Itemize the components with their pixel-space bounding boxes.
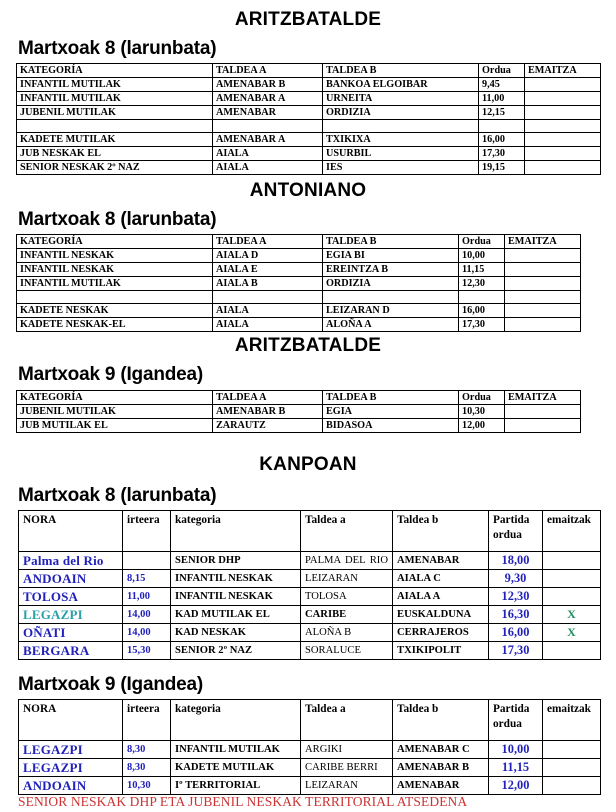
table-row (19, 551, 601, 569)
col-header-ordua: Ordua (479, 64, 525, 78)
cell-kategoria: INFANTIL NESKAK (171, 587, 301, 605)
col-header-partida-ordua: Partida ordua (489, 510, 543, 551)
table-row (17, 249, 581, 263)
cell-kategoria: INFANTIL MUTILAK (17, 92, 213, 106)
col-header-kategoria: KATEGORÍA (17, 390, 213, 404)
venue-title-kanpoan: KANPOAN (259, 453, 357, 475)
cell-ordua (459, 291, 505, 304)
cell-kategoria: INFANTIL MUTILAK (171, 741, 301, 759)
table-header-row (17, 64, 601, 78)
cell-emaitzak: X (543, 623, 601, 641)
table-row (19, 741, 601, 759)
table-row (19, 623, 601, 641)
cell-irteera: 8,30 (123, 759, 171, 777)
cell-emaitza (525, 147, 601, 161)
cell-kategoria (17, 120, 213, 133)
cell-partida-ordua: 16,30 (489, 605, 543, 623)
cell-ordua: 12,00 (459, 418, 505, 432)
away-table-mar8 (18, 510, 601, 660)
cell-kategoria: KADETE NESKAK-EL (17, 318, 213, 332)
cell-emaitza (505, 318, 581, 332)
venue-title: ANTONIANO (249, 180, 367, 202)
cell-irteera: 10,30 (123, 777, 171, 795)
cell-nora: LEGAZPI (19, 605, 123, 623)
cell-taldea-a: AIALA (213, 147, 323, 161)
cell-taldea-a: ARGIKI (301, 741, 393, 759)
cell-taldea-b: BANKOA ELGOIBAR (323, 78, 479, 92)
cell-emaitza (505, 291, 581, 304)
cell-kategoria: JUB MUTILAK EL (17, 418, 213, 432)
day-title: Martxoak 8 (larunbata) (18, 209, 217, 231)
cell-emaitzak: X (543, 605, 601, 623)
cell-nora: ANDOAIN (19, 569, 123, 587)
table-row (17, 304, 581, 318)
cell-nora: Palma del Rio (19, 551, 123, 569)
cell-taldea-b: BIDASOA (323, 418, 459, 432)
venue-title: ARITZBATALDE (234, 335, 382, 357)
day-title: Martxoak 8 (larunbata) (18, 484, 217, 506)
cell-emaitza (525, 161, 601, 175)
cell-taldea-b: USURBIL (323, 147, 479, 161)
col-header-ordua: Ordua (459, 390, 505, 404)
col-header-ordua: Ordua (459, 235, 505, 249)
table-header-row (17, 390, 581, 404)
cell-taldea-b: AIALA A (393, 587, 489, 605)
cell-emaitza (525, 106, 601, 120)
cell-partida-ordua: 10,00 (489, 741, 543, 759)
away-table-mar9 (18, 699, 601, 795)
table-row (19, 759, 601, 777)
col-header-partida-ordua: Partida ordua (489, 700, 543, 741)
cell-ordua: 12,30 (459, 277, 505, 291)
cell-kategoria: SENIOR DHP (171, 551, 301, 569)
cell-ordua: 17,30 (459, 318, 505, 332)
cell-kategoria: SENIOR NESKAK 2º NAZ (17, 161, 213, 175)
cell-taldea-a (213, 120, 323, 133)
table-row (17, 147, 601, 161)
cell-partida-ordua: 17,30 (489, 641, 543, 659)
table-row (17, 78, 601, 92)
cell-ordua (479, 120, 525, 133)
col-header-taldea-b: Taldea b (393, 510, 489, 551)
col-header-kategoria: KATEGORÍA (17, 235, 213, 249)
cell-taldea-b: TXIKIPOLIT (393, 641, 489, 659)
table-row (17, 133, 601, 147)
cell-taldea-a: LEIZARAN (301, 777, 393, 795)
table-row-spacer (17, 120, 601, 133)
col-header-irteera: irteera (123, 700, 171, 741)
cell-irteera: 14,00 (123, 605, 171, 623)
col-header-nora: NORA (19, 510, 123, 551)
day-title: Martxoak 9 (Igandea) (18, 364, 203, 386)
cell-partida-ordua: 12,30 (489, 587, 543, 605)
cell-taldea-a: TOLOSA (301, 587, 393, 605)
cell-kategoria: Iº TERRITORIAL (171, 777, 301, 795)
cell-emaitza (525, 133, 601, 147)
cell-kategoria: KAD MUTILAK EL (171, 605, 301, 623)
cell-emaitza (505, 418, 581, 432)
cell-taldea-b: LEIZARAN D (323, 304, 459, 318)
venue-title: ARITZBATALDE (234, 9, 382, 30)
cell-taldea-b (323, 120, 479, 133)
cell-ordua: 9,45 (479, 78, 525, 92)
cell-irteera: 8,30 (123, 741, 171, 759)
col-header-emaitzak: emaitzak (543, 510, 601, 551)
cell-nora: LEGAZPI (19, 741, 123, 759)
cell-ordua: 11,00 (479, 92, 525, 106)
cell-partida-ordua: 16,00 (489, 623, 543, 641)
table-row (17, 106, 601, 120)
cell-taldea-b: ORDIZIA (323, 106, 479, 120)
cell-taldea-a: LEIZARAN (301, 569, 393, 587)
cell-kategoria: INFANTIL NESKAK (171, 569, 301, 587)
cell-ordua: 10,30 (459, 404, 505, 418)
cell-irteera (123, 551, 171, 569)
col-header-taldea-b: TALDEA B (323, 235, 459, 249)
cell-partida-ordua: 11,15 (489, 759, 543, 777)
cell-nora: BERGARA (19, 641, 123, 659)
cell-irteera: 11,00 (123, 587, 171, 605)
cell-taldea-a: AIALA (213, 161, 323, 175)
cell-emaitza (505, 263, 581, 277)
col-header-taldea-b: TALDEA B (323, 64, 479, 78)
cell-taldea-b: EUSKALDUNA (393, 605, 489, 623)
col-header-taldea-b: Taldea b (393, 700, 489, 741)
cell-emaitza (525, 78, 601, 92)
cell-taldea-a: ZARAUTZ (213, 418, 323, 432)
cell-taldea-b: ORDIZIA (323, 277, 459, 291)
col-header-irteera: irteera (123, 510, 171, 551)
cell-partida-ordua: 18,00 (489, 551, 543, 569)
cell-nora: TOLOSA (19, 587, 123, 605)
cell-kategoria: INFANTIL NESKAK (17, 249, 213, 263)
cell-kategoria: JUBENIL MUTILAK (17, 106, 213, 120)
cell-emaitzak (543, 741, 601, 759)
cell-emaitzak (543, 759, 601, 777)
cell-taldea-a: CARIBE BERRI (301, 759, 393, 777)
col-header-nora: NORA (19, 700, 123, 741)
cell-taldea-b: URNEITA (323, 92, 479, 106)
col-header-taldea-a: TALDEA A (213, 64, 323, 78)
table-row (19, 641, 601, 659)
cell-emaitza (505, 249, 581, 263)
col-header-taldea-a: Taldea a (301, 700, 393, 741)
cell-taldea-b: AMENABAR (393, 551, 489, 569)
cell-irteera: 8,15 (123, 569, 171, 587)
cell-ordua: 10,00 (459, 249, 505, 263)
cell-taldea-a: AIALA (213, 304, 323, 318)
cell-nora: OÑATI (19, 623, 123, 641)
cell-irteera: 15,30 (123, 641, 171, 659)
col-header-taldea-a: Taldea a (301, 510, 393, 551)
cell-kategoria: KADETE MUTILAK (171, 759, 301, 777)
cell-taldea-a: AIALA B (213, 277, 323, 291)
cell-ordua: 12,15 (479, 106, 525, 120)
table-header-row (19, 700, 601, 741)
table-row (17, 418, 581, 432)
cell-ordua: 11,15 (459, 263, 505, 277)
footnote-text: SENIOR NESKAK DHP ETA JUBENIL NESKAK TERRITORIAL ATSEDENA (18, 794, 468, 810)
cell-emaitza (525, 120, 601, 133)
schedule-table-aritzbatalde-mar9 (16, 390, 581, 433)
cell-taldea-b: IES (323, 161, 479, 175)
col-header-emaitza: EMAITZA (525, 64, 601, 78)
cell-emaitzak (543, 641, 601, 659)
cell-taldea-b: EGIA (323, 404, 459, 418)
cell-taldea-b: EREINTZA B (323, 263, 459, 277)
cell-taldea-a: AIALA (213, 318, 323, 332)
table-row (19, 777, 601, 795)
cell-taldea-a: AIALA E (213, 263, 323, 277)
table-row (17, 277, 581, 291)
col-header-taldea-a: TALDEA A (213, 235, 323, 249)
cell-kategoria: JUB NESKAK EL (17, 147, 213, 161)
cell-kategoria: KADETE MUTILAK (17, 133, 213, 147)
cell-nora: LEGAZPI (19, 759, 123, 777)
cell-emaitzak (543, 569, 601, 587)
cell-emaitza (505, 304, 581, 318)
table-header-row (17, 235, 581, 249)
table-row (17, 404, 581, 418)
cell-ordua: 17,30 (479, 147, 525, 161)
cell-kategoria (17, 291, 213, 304)
cell-kategoria: INFANTIL MUTILAK (17, 78, 213, 92)
day-title: Martxoak 8 (larunbata) (18, 37, 217, 59)
cell-ordua: 16,00 (479, 133, 525, 147)
col-header-emaitza: EMAITZA (505, 390, 581, 404)
col-header-kategoria: kategoria (171, 510, 301, 551)
cell-irteera: 14,00 (123, 623, 171, 641)
cell-kategoria: INFANTIL NESKAK (17, 263, 213, 277)
col-header-emaitzak: emaitzak (543, 700, 601, 741)
cell-emaitza (505, 277, 581, 291)
cell-taldea-a (213, 291, 323, 304)
col-header-emaitza: EMAITZA (505, 235, 581, 249)
cell-taldea-b: AMENABAR C (393, 741, 489, 759)
cell-taldea-b: AMENABAR B (393, 759, 489, 777)
schedule-table-antoniano-mar8 (16, 234, 581, 332)
cell-partida-ordua: 12,00 (489, 777, 543, 795)
cell-taldea-b: EGIA BI (323, 249, 459, 263)
cell-taldea-a: AMENABAR A (213, 133, 323, 147)
cell-emaitza (505, 404, 581, 418)
table-row (17, 161, 601, 175)
table-header-row (19, 510, 601, 551)
col-header-kategoria: KATEGORÍA (17, 64, 213, 78)
cell-kategoria: JUBENIL MUTILAK (17, 404, 213, 418)
table-row-spacer (17, 291, 581, 304)
day-title: Martxoak 9 (Igandea) (18, 673, 203, 695)
cell-taldea-a: AMENABAR B (213, 404, 323, 418)
cell-ordua: 16,00 (459, 304, 505, 318)
cell-taldea-a: PALMA DEL RIO (301, 551, 393, 569)
schedule-table-aritzbatalde-mar8 (16, 63, 601, 175)
cell-taldea-b: TXIKIXA (323, 133, 479, 147)
cell-kategoria: INFANTIL MUTILAK (17, 277, 213, 291)
cell-emaitzak (543, 587, 601, 605)
table-row (19, 569, 601, 587)
cell-taldea-b: ALOÑA A (323, 318, 459, 332)
col-header-taldea-a: TALDEA A (213, 390, 323, 404)
table-row (17, 263, 581, 277)
cell-emaitza (525, 92, 601, 106)
cell-taldea-a: AMENABAR (213, 106, 323, 120)
cell-ordua: 19,15 (479, 161, 525, 175)
cell-kategoria: KAD NESKAK (171, 623, 301, 641)
cell-kategoria: KADETE NESKAK (17, 304, 213, 318)
cell-taldea-b: AIALA C (393, 569, 489, 587)
cell-taldea-a: AIALA D (213, 249, 323, 263)
cell-taldea-a: SORALUCE (301, 641, 393, 659)
cell-emaitzak (543, 777, 601, 795)
cell-taldea-a: ALOÑA B (301, 623, 393, 641)
cell-partida-ordua: 9,30 (489, 569, 543, 587)
cell-taldea-b (323, 291, 459, 304)
table-row (19, 587, 601, 605)
table-row (19, 605, 601, 623)
cell-taldea-b: AMENABAR (393, 777, 489, 795)
cell-taldea-a: AMENABAR B (213, 78, 323, 92)
cell-taldea-a: AMENABAR A (213, 92, 323, 106)
table-row (17, 318, 581, 332)
table-row (17, 92, 601, 106)
col-header-taldea-b: TALDEA B (323, 390, 459, 404)
cell-taldea-a: CARIBE (301, 605, 393, 623)
cell-nora: ANDOAIN (19, 777, 123, 795)
col-header-kategoria: kategoria (171, 700, 301, 741)
cell-taldea-b: CERRAJEROS (393, 623, 489, 641)
cell-emaitzak (543, 551, 601, 569)
cell-kategoria: SENIOR 2º NAZ (171, 641, 301, 659)
